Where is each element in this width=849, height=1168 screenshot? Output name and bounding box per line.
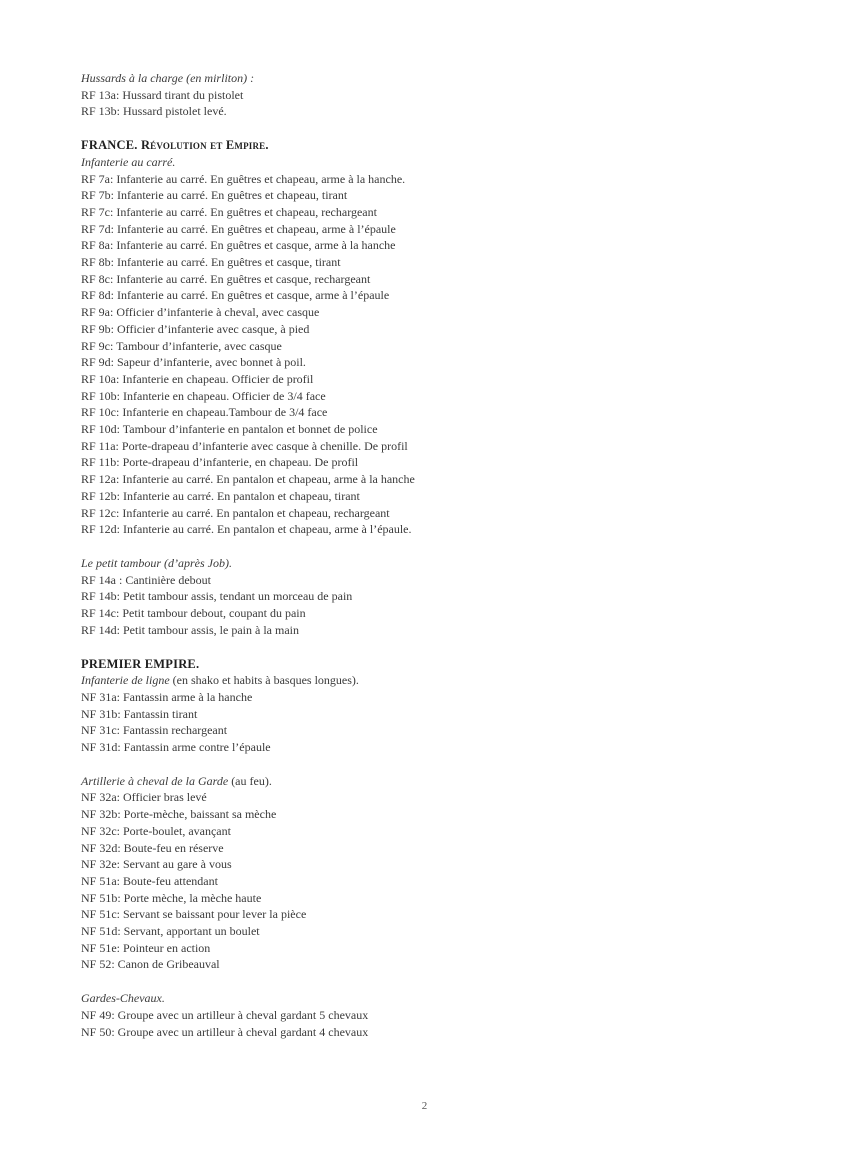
section-subtitle: Le petit tambour (d’après Job). xyxy=(81,555,232,570)
list-item: RF 10c: Infanterie en chapeau.Tambour de 3/4 face xyxy=(81,405,328,420)
list-item: RF 9b: Officier d’infanterie avec casque, à pied xyxy=(81,321,310,336)
list-item: RF 9a: Officier d’infanterie à cheval, avec casque xyxy=(81,305,320,320)
list-item: RF 11b: Porte-drapeau d’infanterie, en chapeau. De profil xyxy=(81,455,359,470)
subtitle-italic: Artillerie à cheval de la Garde xyxy=(81,773,229,788)
section-heading: PREMIER EMPIRE. xyxy=(81,656,200,671)
section-revolution-empire xyxy=(81,137,801,538)
heading-main: FRANCE. xyxy=(81,138,141,153)
item-list xyxy=(81,171,801,538)
section-subtitle: Gardes-Chevaux. xyxy=(81,991,165,1006)
list-item: NF 31d: Fantassin arme contre l’épaule xyxy=(81,740,271,755)
item-list xyxy=(81,689,801,756)
list-item: RF 7d: Infanterie au carré. En guêtres et chapeau, arme à l’épaule xyxy=(81,221,396,236)
document-page xyxy=(81,70,801,1040)
list-item: NF 51b: Porte mèche, la mèche haute xyxy=(81,890,262,905)
page-number: 2 xyxy=(421,1100,428,1112)
item-list xyxy=(81,1007,801,1040)
list-item: NF 31b: Fantassin tirant xyxy=(81,706,198,721)
list-item: RF 8d: Infanterie au carré. En guêtres et casque, arme à l’épaule xyxy=(81,288,390,303)
list-item: NF 32a: Officier bras levé xyxy=(81,790,207,805)
list-item: NF 32d: Boute-feu en réserve xyxy=(81,840,224,855)
item-list xyxy=(81,87,801,120)
section-premier-empire xyxy=(81,656,801,756)
list-item: NF 51e: Pointeur en action xyxy=(81,940,211,955)
list-item: RF 10a: Infanterie en chapeau. Officier de profil xyxy=(81,371,314,386)
list-item: RF 14b: Petit tambour assis, tendant un morceau de pain xyxy=(81,589,353,604)
list-item: RF 10b: Infanterie en chapeau. Officier de 3/4 face xyxy=(81,388,326,403)
list-item: RF 10d: Tambour d’infanterie en pantalon et bonnet de police xyxy=(81,422,378,437)
list-item: NF 32b: Porte-mèche, baissant sa mèche xyxy=(81,807,277,822)
list-item: NF 49: Groupe avec un artilleur à cheval gardant 5 chevaux xyxy=(81,1007,369,1022)
list-item: RF 8b: Infanterie au carré. En guêtres et casque, tirant xyxy=(81,255,341,270)
section-gardes-chevaux xyxy=(81,990,801,1040)
section-subtitle xyxy=(81,672,801,689)
list-item: RF 11a: Porte-drapeau d’infanterie avec casque à chenille. De profil xyxy=(81,438,408,453)
list-item: RF 7a: Infanterie au carré. En guêtres et chapeau, arme à la hanche. xyxy=(81,171,406,186)
list-item: RF 8c: Infanterie au carré. En guêtres et casque, rechargeant xyxy=(81,271,371,286)
list-item: RF 12c: Infanterie au carré. En pantalon et chapeau, rechargeant xyxy=(81,505,390,520)
list-item: RF 9d: Sapeur d’infanterie, avec bonnet à poil. xyxy=(81,355,306,370)
list-item: RF 8a: Infanterie au carré. En guêtres et casque, arme à la hanche xyxy=(81,238,396,253)
list-item: RF 7b: Infanterie au carré. En guêtres et chapeau, tirant xyxy=(81,188,348,203)
subtitle-rest: (en shako et habits à basques longues). xyxy=(169,673,359,688)
section-heading xyxy=(81,137,801,154)
list-item: RF 12b: Infanterie au carré. En pantalon et chapeau, tirant xyxy=(81,488,360,503)
list-item: RF 12d: Infanterie au carré. En pantalon et chapeau, arme à l’épaule. xyxy=(81,522,412,537)
list-item: RF 12a: Infanterie au carré. En pantalon et chapeau, arme à la hanche xyxy=(81,472,415,487)
section-hussards xyxy=(81,70,801,120)
subtitle-rest: (au feu). xyxy=(228,773,272,788)
list-item: NF 51c: Servant se baissant pour lever la pièce xyxy=(81,907,307,922)
section-petit-tambour xyxy=(81,555,801,639)
section-subtitle xyxy=(81,773,801,790)
list-item: RF 14c: Petit tambour debout, coupant du pain xyxy=(81,606,306,621)
list-item: NF 51d: Servant, apportant un boulet xyxy=(81,924,260,939)
section-artillerie xyxy=(81,773,801,973)
list-item: RF 14d: Petit tambour assis, le pain à la main xyxy=(81,622,299,637)
list-item: RF 14a : Cantinière debout xyxy=(81,572,211,587)
list-item: NF 31a: Fantassin arme à la hanche xyxy=(81,689,253,704)
list-item: RF 9c: Tambour d’infanterie, avec casque xyxy=(81,338,282,353)
list-item: NF 52: Canon de Gribeauval xyxy=(81,957,220,972)
subtitle-italic: Infanterie de ligne xyxy=(81,673,170,688)
section-subtitle: Hussards à la charge (en mirliton) : xyxy=(81,71,255,85)
item-list xyxy=(81,572,801,639)
heading-smallcaps: Révolution et Empire. xyxy=(140,138,269,153)
item-list xyxy=(81,789,801,973)
list-item: RF 7c: Infanterie au carré. En guêtres et chapeau, rechargeant xyxy=(81,204,377,219)
list-item: RF 13a: Hussard tirant du pistolet xyxy=(81,87,244,102)
list-item: NF 31c: Fantassin rechargeant xyxy=(81,723,228,738)
list-item: NF 32c: Porte-boulet, avançant xyxy=(81,823,231,838)
list-item: NF 51a: Boute-feu attendant xyxy=(81,873,218,888)
list-item: RF 13b: Hussard pistolet levé. xyxy=(81,104,227,119)
list-item: NF 50: Groupe avec un artilleur à cheval gardant 4 chevaux xyxy=(81,1024,369,1039)
section-subtitle: Infanterie au carré. xyxy=(81,154,176,169)
list-item: NF 32e: Servant au gare à vous xyxy=(81,857,232,872)
